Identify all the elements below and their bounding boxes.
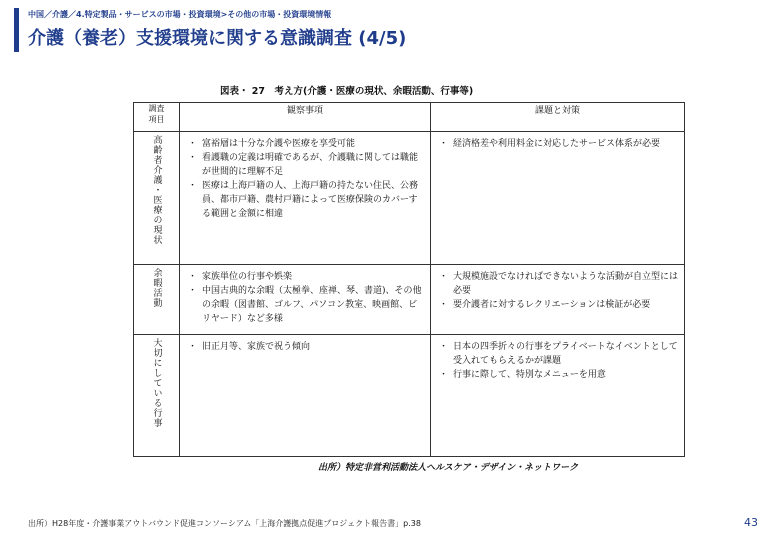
column-header-observation: 観察事項 — [180, 103, 431, 132]
observation-cell — [180, 335, 431, 457]
issue-item: ・ 大規模施設でなければできないような活動が自立型には必要 — [439, 272, 679, 296]
issue-item: ・ 行事に際して、特別なメニューを用意 — [439, 370, 606, 380]
title-accent-bar — [14, 8, 19, 52]
column-header-issues: 課題と対策 — [431, 103, 685, 132]
footer-source-note: 出所）H28年度・介護事業アウトバウンド促進コンソーシアム「上海介護拠点促進プロジェクト報告書」p.38 — [28, 519, 421, 528]
observation-cell — [180, 265, 431, 335]
observation-item: ・ 医療は上海戸籍の人、上海戸籍の持たない住民、公務員、都市戸籍、農村戸籍によって医療保険のカバーする範囲と金額に相違 — [188, 181, 419, 219]
bullet-icon: ・ — [188, 153, 198, 163]
survey-table — [133, 102, 685, 457]
bullet-icon: ・ — [439, 342, 449, 352]
row-label-cell — [134, 132, 180, 265]
issue-item: ・ 要介護者に対するレクリエーションは検証が必要 — [439, 300, 651, 310]
issue-item: ・ 日本の四季折々の行事をプライベートなイベントとして受入れてもらえるかが課題 — [439, 342, 678, 366]
observation-cell — [180, 132, 431, 265]
breadcrumb: 中国／介護／4.特定製品・サービスの市場・投資環境>その他の市場・投資環境情報 — [28, 10, 332, 19]
bullet-icon: ・ — [188, 286, 198, 296]
row-label: 高齢者介護・医療の現状 — [151, 135, 162, 245]
row-label: 大切にしている行事 — [151, 338, 162, 428]
issues-cell — [431, 132, 685, 265]
row-label-cell — [134, 335, 180, 457]
column-header-item-line: 項目 — [148, 115, 165, 124]
bullet-icon: ・ — [439, 139, 449, 149]
page-number: 43 — [744, 516, 758, 529]
observation-item: ・ 中国古典的な余暇（太極拳、座禅、琴、書道)、その他の余暇（図書館、ゴルフ、パソコン教室、映画館、ビリヤード）など多様 — [188, 286, 422, 324]
table-source-note: 出所）特定非営利活動法人ヘルスケア・デザイン・ネットワーク — [318, 463, 579, 473]
bullet-icon: ・ — [188, 181, 198, 191]
bullet-icon: ・ — [188, 342, 198, 352]
row-label: 余暇活動 — [151, 268, 162, 308]
observation-item: ・ 家族単位の行事や娯楽 — [188, 272, 293, 282]
issue-item: ・ 経済格差や利用料金に対応したサービス体系が必要 — [439, 139, 661, 149]
table-row — [134, 265, 685, 335]
column-header-item — [134, 103, 180, 132]
observation-item: ・ 旧正月等、家族で祝う傾向 — [188, 342, 311, 352]
bullet-icon: ・ — [188, 139, 198, 149]
bullet-icon: ・ — [188, 272, 198, 282]
page-title: 介護（養老）支援環境に関する意識調査 (4/5) — [28, 28, 407, 49]
row-label-cell — [134, 265, 180, 335]
column-header-item-line: 調査 — [148, 104, 165, 113]
bullet-icon: ・ — [439, 272, 449, 282]
table-row — [134, 335, 685, 457]
table-row — [134, 132, 685, 265]
observation-item: ・ 看護職の定義は明確であるが、介護職に関しては職能が世間的に理解不足 — [188, 153, 419, 177]
observation-item: ・ 富裕層は十分な介護や医療を享受可能 — [188, 139, 356, 149]
issues-cell — [431, 265, 685, 335]
table-header-row — [134, 103, 685, 132]
bullet-icon: ・ — [439, 370, 449, 380]
figure-caption: 図表・ 27 考え方(介護・医療の現状、余暇活動、行事等) — [220, 86, 474, 97]
issues-cell — [431, 335, 685, 457]
bullet-icon: ・ — [439, 300, 449, 310]
